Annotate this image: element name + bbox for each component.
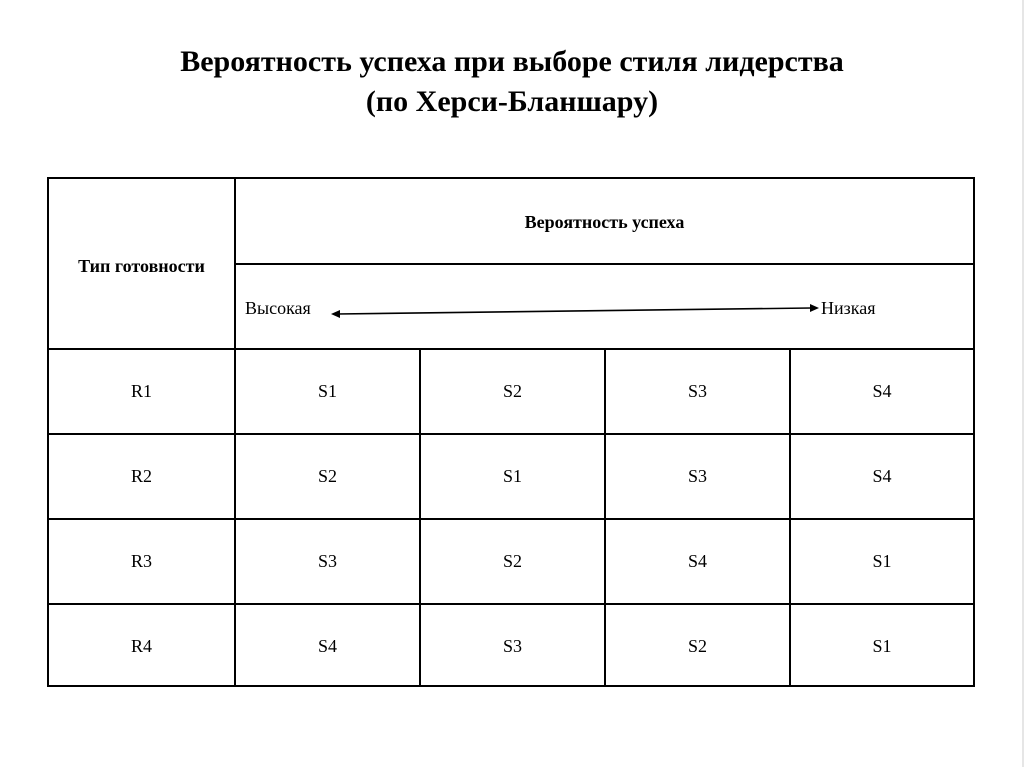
scale-low-label: Низкая <box>821 298 876 318</box>
style-cell: S3 <box>687 466 707 486</box>
header-divider <box>236 263 973 265</box>
row-divider <box>49 433 973 435</box>
leadership-style-table <box>47 177 975 687</box>
style-cell: S3 <box>502 636 522 656</box>
row-divider <box>49 518 973 520</box>
style-cell: S2 <box>687 636 707 656</box>
style-cell: S1 <box>317 381 337 401</box>
readiness-type-cell: R3 <box>130 551 152 571</box>
page-title: Вероятность успеха при выборе стиля лидерства <box>180 45 844 78</box>
style-cell: S1 <box>502 466 522 486</box>
style-cell: S3 <box>317 551 337 571</box>
column-divider <box>234 179 236 685</box>
scale-high-label: Высокая <box>245 298 311 318</box>
style-cell: S1 <box>872 636 892 656</box>
style-cell: S2 <box>317 466 337 486</box>
style-cell: S4 <box>872 466 892 486</box>
readiness-type-cell: R2 <box>130 466 152 486</box>
double-arrow-icon <box>331 299 821 321</box>
header-readiness-type: Тип готовности <box>78 256 205 276</box>
row-divider <box>49 603 973 605</box>
style-cell: S4 <box>687 551 707 571</box>
header-success-probability: Вероятность успеха <box>524 212 685 232</box>
readiness-type-cell: R1 <box>130 381 152 401</box>
style-cell: S3 <box>687 381 707 401</box>
style-cell: S4 <box>872 381 892 401</box>
style-cell: S2 <box>502 551 522 571</box>
page-subtitle: (по Херси-Бланшару) <box>365 85 659 118</box>
style-cell: S2 <box>502 381 522 401</box>
readiness-type-cell: R4 <box>130 636 152 656</box>
style-cell: S1 <box>872 551 892 571</box>
row-divider <box>49 348 973 350</box>
style-cell: S4 <box>317 636 337 656</box>
